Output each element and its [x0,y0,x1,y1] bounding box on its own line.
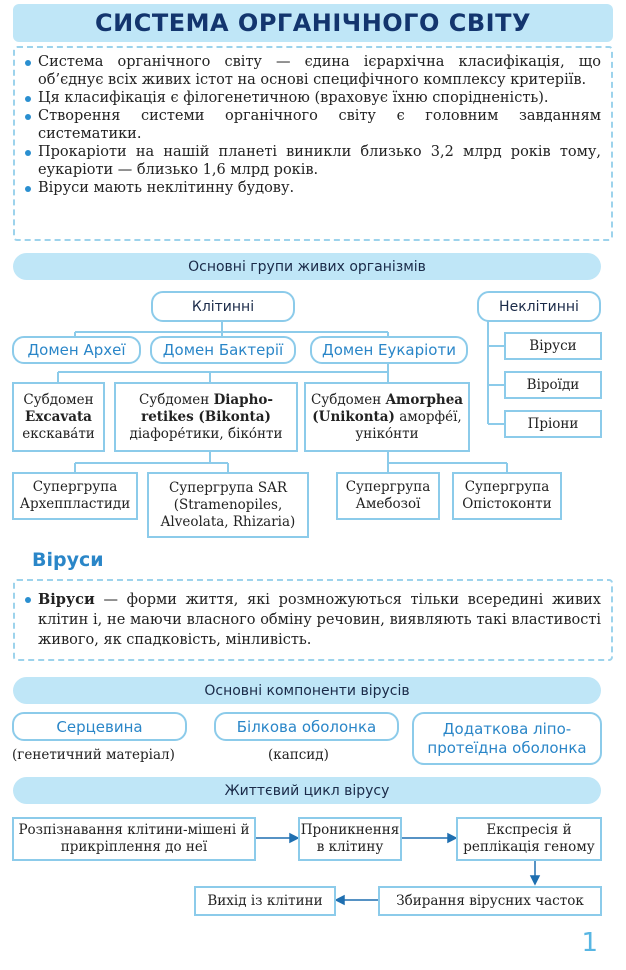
supergroup-label: Супергрупа [32,479,118,495]
subdomain-amorphea-line2 [312,409,461,426]
supergroup-sar [147,472,309,538]
subdomain-prefix: Субдомен [310,391,386,408]
subdomain-amorphea-line1 [311,392,463,409]
supergroup-name: Археппластиди [19,496,131,512]
viruses-definition: — форми життя, які розмножуються тільки всередині живих клітин і, не маючи власного обміну речовин, виявляють такі властивості живого, як спадковість, мінливість. [38,592,601,648]
supergroup-label: Супергрупа [345,479,431,495]
supergroup-opisthokonta [452,472,562,520]
cycle-step-3: Експресія й реплікація геному [456,817,602,861]
list-item: Віруси мають неклітинну будову. [23,179,601,197]
component-envelope-line2: протеїдна оболонка [427,738,587,757]
domain-eukaryota: Домен Еукаріоти [310,336,468,364]
component-core: Серцевина [12,712,187,741]
supergroup-archaeplastida [12,472,138,520]
cycle-step-4: Збирання вірусних часток [378,886,602,916]
subdomain-amorphea-rest: аморфе́ї, [394,408,462,425]
component-capsid-note: (капсид) [268,747,329,763]
subdomain-amorphea-name1: Amorphea [385,391,464,408]
list-item: Створення системи органічного світу є головним завданням систематики. [23,107,601,143]
supergroup-name: Амебозої [355,496,421,512]
list-item: Ця класифікація є філогенетичною (враховує їхню спорідненість). [23,89,601,107]
list-item: Прокаріоти на нашій планеті виникли близько 3,2 млрд років тому, еукаріоти — близько 1,6 млрд років. [23,143,601,179]
list-item: Система органічного світу — єдина ієрархічна класифікація, що об’єднує всіх живих істот на основі специфічного комплексу критеріїв. [23,53,601,89]
component-capsid: Білкова оболонка [214,712,399,741]
supergroup-label: Супергрупа SAR [168,479,288,496]
cycle-step-1: Розпізнавання клітини-мішені й прикріплення до неї [12,817,256,861]
subdomain-amorphea-name2: (Unikonta) [312,408,395,425]
subdomain-diaphoretikes-line3: діафоре́тики, біко́нти [129,425,283,442]
subdomain-excavata [12,382,105,452]
list-item [23,590,601,650]
viruses-term: Віруси [38,591,95,608]
page-title: СИСТЕМА ОРГАНІЧНОГО СВІТУ [95,9,531,37]
subdomain-excavata-line1: Субдомен [23,391,94,408]
subdomain-excavata-line2: Excavata [25,408,92,425]
viruses-heading: Віруси [32,549,104,571]
subdomain-diaphoretikes-name1: Diapho- [213,391,274,408]
subdomain-amorphea-line3: уніко́нти [355,425,419,442]
subdomain-diaphoretikes-name2: retikes (Bikonta) [141,408,271,425]
noncellular-viroids: Віроїди [504,371,602,399]
noncellular-prions: Пріони [504,410,602,438]
groups-header: Основні групи живих організмів [13,253,601,280]
subdomain-amorphea [304,382,470,452]
supergroup-label: Супергрупа [464,479,550,495]
viruses-definition-list [23,590,601,650]
components-header: Основні компоненти вірусів [13,677,601,704]
component-envelope [412,712,602,765]
supergroup-name: Опістоконти [462,496,552,512]
subdomain-prefix: Субдомен [138,391,214,408]
subdomain-diaphoretikes [114,382,298,452]
domain-bacteria: Домен Бактерії [150,336,296,364]
viruses-definition-box [13,579,613,661]
life-cycle-header: Життєвий цикл вірусу [13,777,601,804]
cycle-step-2: Проникнення в клітину [298,817,402,861]
page-number: 1 [581,928,598,958]
supergroup-detail: Alveolata, Rhizaria) [160,513,296,530]
component-envelope-line1: Додаткова ліпо- [442,719,572,738]
subdomain-excavata-line3: екскава́ти [22,425,95,442]
domain-archaea: Домен Археї [12,336,141,364]
subdomain-diaphoretikes-line1 [139,392,273,409]
cellular-label: Клітинні [151,291,295,322]
supergroup-amoebozoa [336,472,440,520]
noncellular-viruses: Віруси [504,332,602,360]
cycle-step-5: Вихід із клітини [194,886,336,916]
supergroup-detail: (Stramenopiles, [173,496,283,513]
component-core-note: (генетичний матеріал) [12,747,175,763]
noncellular-label: Неклітинні [477,291,601,322]
